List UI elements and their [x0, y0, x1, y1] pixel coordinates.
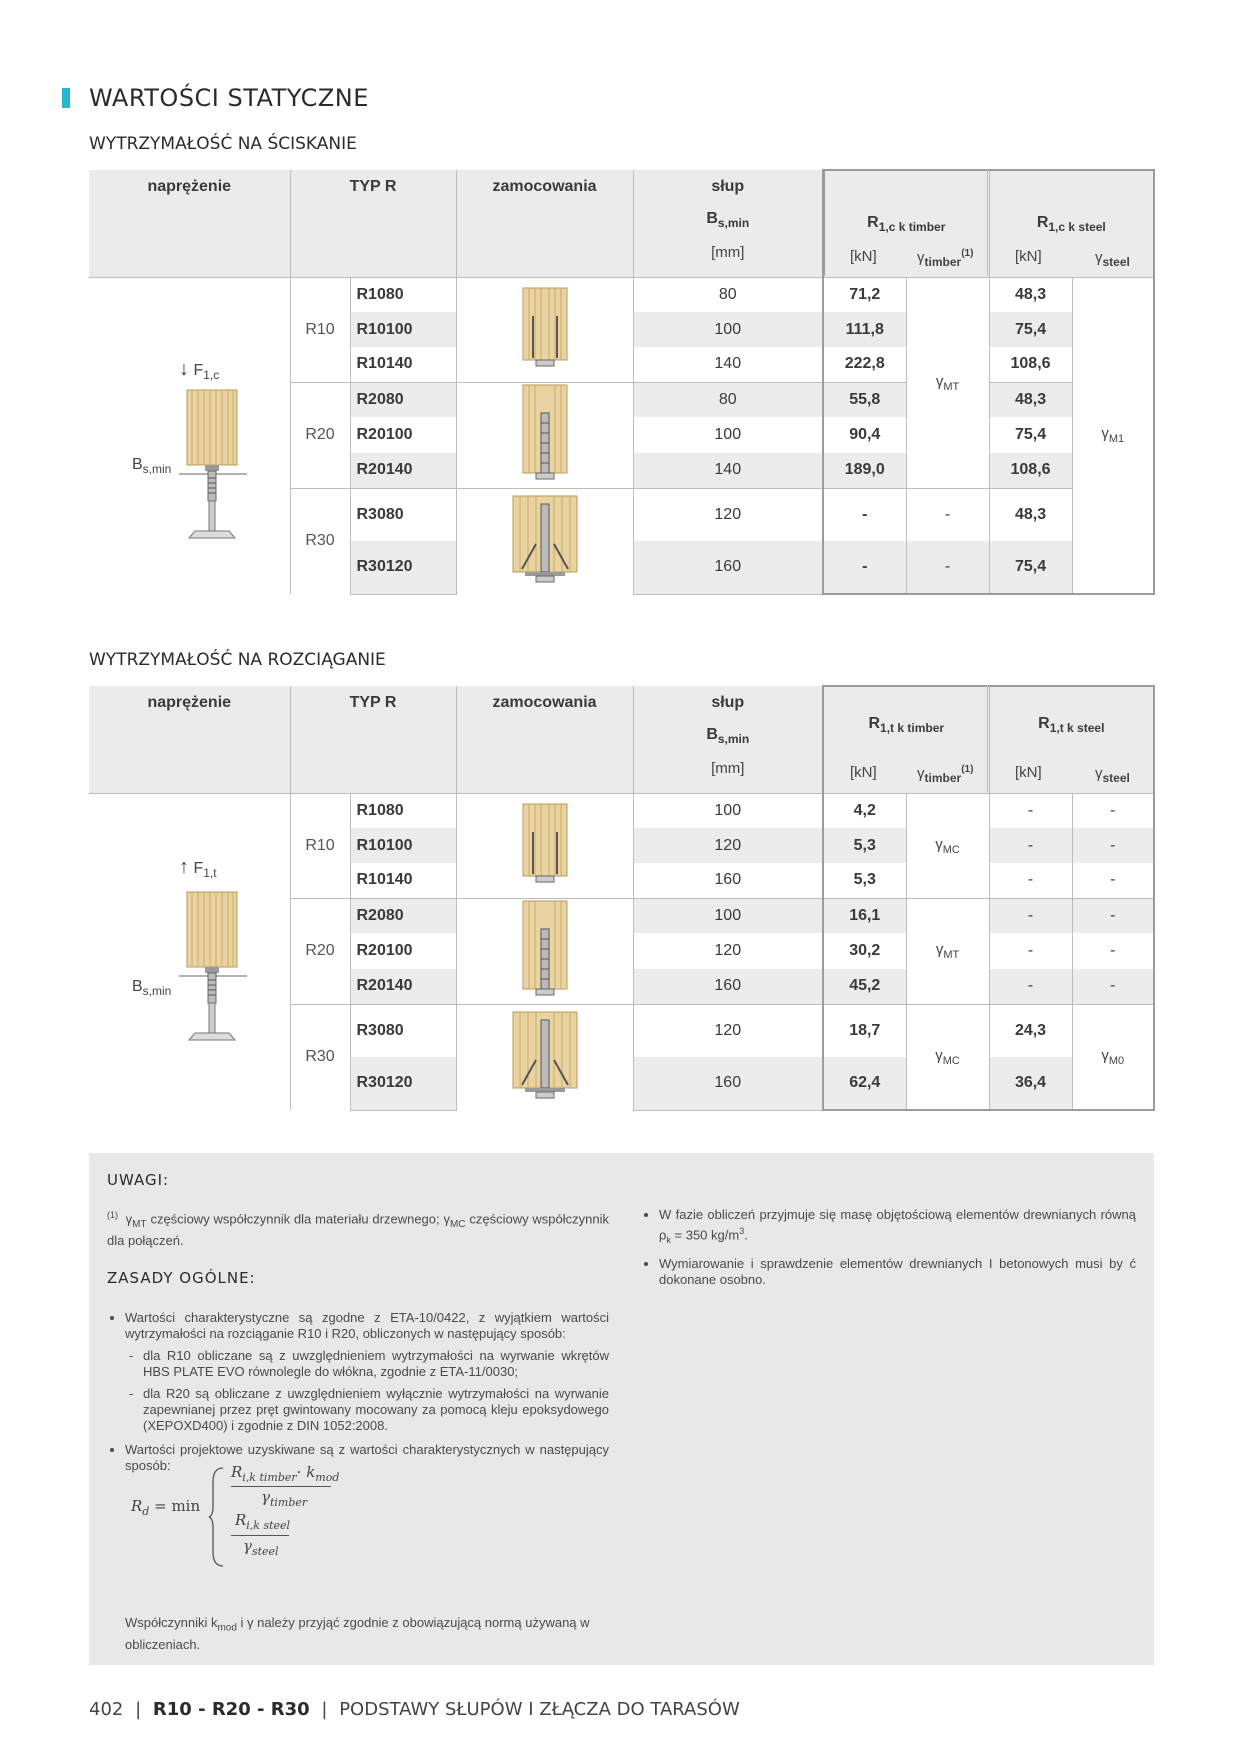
unit-kn: [kN] [850, 764, 877, 781]
list-item: • Wartości charakterystyczne są zgodne z ETA-10/0422, z wyjątkiem wartości wytrzymałości na rozciąganie R10 i R20, obliczonych w następujący sposób: - dla R10 obliczane są z uwzględnieniem wytrzymałości na wyrwanie wkrętów HBS PLATE EVO równolegle do włókna, zgodnie z ETA-11/0030; - dla R20 są obliczane z uwzględnieniem wyłącznie wytrzymałości na wyrwanie zapewnianej przez pręt gwintowany mocowany za pomocą kleju epoksydowego (XEPOXD400) i zgodnie z DIN 1052:2008. [125, 1310, 609, 1434]
gamma-steel-cell: - [1072, 828, 1154, 863]
notes-left-column [107, 1207, 609, 1249]
r-steel-cell: 24,3 [989, 1004, 1072, 1057]
r-steel-cell: 48,3 [989, 277, 1072, 312]
notes-title: UWAGI: [107, 1171, 170, 1189]
col-header-r-timber: $R_{1,t k timber}$ [823, 686, 989, 793]
fixing-r20-icon [520, 383, 570, 483]
r-steel-cell: - [989, 969, 1072, 1004]
unit-gamma-timber: $\gamma_{timber}^{(1)}$ [917, 248, 974, 269]
post-base-icon [159, 388, 279, 558]
gamma-mt-cell: $\gamma_{MT}$ [906, 898, 989, 1004]
group-label-r10: R10 [290, 277, 350, 382]
unit-kn-steel: [kN] [1015, 248, 1042, 265]
column-cell: 100 [633, 793, 823, 828]
column-cell: 120 [633, 828, 823, 863]
r-timber-cell: 4,2 [823, 793, 906, 828]
group-label-r10: R10 [290, 793, 350, 898]
r-timber-cell: 189,0 [823, 453, 906, 488]
column-cell: 80 [633, 382, 823, 417]
r-steel-cell: 48,3 [989, 382, 1072, 417]
note-1: $^{(1)}$ $\gamma_{MT}$ częściowy współczynnik dla materiału drzewnego; $\gamma_{MC}$ częściowy współczynnik dla połączeń. [107, 1210, 609, 1248]
r-timber-cell: 222,8 [823, 347, 906, 382]
gamma-steel-cell: - [1072, 898, 1154, 933]
fixing-r30-icon [510, 1010, 580, 1100]
column-cell: 120 [633, 1004, 823, 1057]
gamma-steel-cell: - [1072, 863, 1154, 898]
gamma-m0-cell: $\gamma_{M0}$ [1072, 1004, 1154, 1110]
col-header-stress: naprężenie [89, 686, 290, 793]
code-cell: R30120 [350, 541, 456, 594]
list-item: • W fazie obliczeń przyjmuje się masę objętościową elementów drewnianych równą $\rho_k = 350$ $kg/m^3$. [659, 1207, 1136, 1248]
r-steel-cell: 75,4 [989, 312, 1072, 347]
r-timber-cell: - [823, 541, 906, 594]
code-cell: R30120 [350, 1057, 456, 1110]
fixing-r30-icon [510, 494, 580, 584]
code-cell: R3080 [350, 1004, 456, 1057]
code-cell: R20100 [350, 417, 456, 452]
footer-separator: | [135, 1699, 142, 1720]
kmod-note: Współczynniki $k_{mod}$ i γ należy przyjąć zgodnie z obowiązującą normą używaną w obliczeniach. [125, 1615, 590, 1652]
notes-right-column [641, 1207, 1136, 1296]
code-cell: R2080 [350, 382, 456, 417]
column-cell: 100 [633, 312, 823, 347]
bsmin-label: $B_{s,min}$ [132, 455, 172, 476]
col-header-fixing: zamocowania [456, 170, 633, 277]
formula-timber-numerator: $R_{i,k timber}\cdot k_{mod}$ [231, 1463, 340, 1484]
r-timber-cell: 90,4 [823, 417, 906, 452]
r-timber-cell: 16,1 [823, 898, 906, 933]
fixing-r10-icon [520, 286, 570, 368]
bsmin-label: $B_{s,min}$ [132, 977, 172, 998]
fixing-image-r20 [456, 382, 633, 488]
tension-diagram [89, 793, 290, 1110]
post-base-icon [159, 890, 279, 1060]
formula-steel-denominator: $\gamma_{steel}$ [243, 1537, 279, 1558]
code-cell: R10100 [350, 828, 456, 863]
code-cell: R20100 [350, 933, 456, 968]
fixing-image-r30 [456, 488, 633, 594]
column-cell: 160 [633, 863, 823, 898]
compression-subtitle: WYTRZYMAŁOŚĆ NA ŚCISKANIE [89, 134, 357, 154]
brace-icon [207, 1466, 227, 1568]
r-timber-cell: 62,4 [823, 1057, 906, 1110]
gamma-m1-cell: $\gamma_{M1}$ [1072, 277, 1154, 594]
footer-separator: | [321, 1699, 328, 1720]
group-label-r20: R20 [290, 898, 350, 1004]
fixing-image-r20 [456, 898, 633, 1004]
gamma-steel-cell: - [1072, 933, 1154, 968]
list-item: • Wymiarowanie i sprawdzenie elementów drewnianych I betonowych musi by ć dokonane osobno. [659, 1256, 1136, 1288]
page-footer [89, 1699, 740, 1720]
r-steel-cell: - [989, 793, 1072, 828]
col-header-stress: naprężenie [89, 170, 290, 277]
r-timber-cell: 45,2 [823, 969, 906, 1004]
r-steel-cell: 36,4 [989, 1057, 1072, 1110]
col-header-mm: [mm] [711, 244, 745, 262]
col-header-r-steel: $R_{1,t k steel}$ [989, 686, 1154, 793]
page-title: WARTOŚCI STATYCZNE [89, 84, 369, 112]
column-cell: 100 [633, 898, 823, 933]
code-cell: R10140 [350, 863, 456, 898]
table-row [89, 277, 1154, 312]
notes-box [89, 1153, 1154, 1665]
list-item: - dla R10 obliczane są z uwzględnieniem wytrzymałości na wyrwanie wkrętów HBS PLATE EVO równolegle do włókna, zgodnie z ETA-11/0030; [143, 1348, 609, 1380]
gamma-steel-cell: - [1072, 793, 1154, 828]
fixing-r10-icon [520, 802, 570, 884]
unit-kn-steel: [kN] [1015, 764, 1042, 781]
column-cell: 160 [633, 541, 823, 594]
r-timber-cell: 30,2 [823, 933, 906, 968]
footer-product: R10 - R20 - R30 [152, 1699, 310, 1720]
code-cell: R1080 [350, 277, 456, 312]
column-cell: 160 [633, 969, 823, 1004]
column-cell: 100 [633, 417, 823, 452]
gamma-mc-cell: $\gamma_{MC}$ [906, 1004, 989, 1110]
formula-timber-denominator: $\gamma_{timber}$ [261, 1488, 308, 1509]
col-header-type: TYP R [290, 686, 456, 793]
col-header-fixing: zamocowania [456, 686, 633, 793]
gamma-mc-cell: $\gamma_{MC}$ [906, 793, 989, 898]
code-cell: R1080 [350, 793, 456, 828]
footer-section: PODSTAWY SŁUPÓW I ZŁĄCZA DO TARASÓW [339, 1699, 740, 1720]
tension-subtitle: WYTRZYMAŁOŚĆ NA ROZCIĄGANIE [89, 650, 386, 670]
unit-gamma-timber: $\gamma_{timber}^{(1)}$ [917, 764, 974, 785]
compression-table [89, 169, 1155, 595]
group-label-r20: R20 [290, 382, 350, 488]
unit-gamma-steel: $\gamma_{steel}$ [1095, 765, 1130, 785]
list-item: • Wartości projektowe uzyskiwane są z wartości charakterystycznych w następujący sposób: [125, 1442, 609, 1474]
column-cell: 120 [633, 933, 823, 968]
gamma-steel-cell: - [1072, 969, 1154, 1004]
r-timber-cell: 55,8 [823, 382, 906, 417]
col-header-bsmin: $B_{s,min}$ [706, 726, 750, 747]
col-header-column [633, 170, 823, 277]
r-steel-cell: 75,4 [989, 417, 1072, 452]
column-cell: 140 [633, 453, 823, 488]
unit-kn: [kN] [850, 248, 877, 265]
rules-list [107, 1310, 609, 1482]
r-steel-cell: - [989, 933, 1072, 968]
col-header-mm: [mm] [711, 760, 745, 778]
fraction-line [231, 1486, 331, 1487]
col-header-column-label: słup [711, 178, 745, 195]
force-label: ↓ $F_{1,c}$ [179, 357, 220, 382]
r-timber-cell: 5,3 [823, 863, 906, 898]
column-cell: 140 [633, 347, 823, 382]
r-steel-cell: - [989, 898, 1072, 933]
column-cell: 160 [633, 1057, 823, 1110]
page-number: 402 [89, 1699, 124, 1720]
fraction-line [231, 1535, 289, 1536]
code-cell: R10100 [350, 312, 456, 347]
fixing-image-r10 [456, 277, 633, 382]
r-timber-cell: 111,8 [823, 312, 906, 347]
col-header-bsmin: $B_{s,min}$ [706, 210, 750, 231]
code-cell: R3080 [350, 488, 456, 541]
gamma-timber-cell: - [906, 541, 989, 594]
compression-diagram [89, 277, 290, 594]
table-row [89, 793, 1154, 828]
r-timber-cell: 71,2 [823, 277, 906, 312]
group-label-r30: R30 [290, 488, 350, 594]
r-steel-cell: - [989, 863, 1072, 898]
col-header-r-steel: $R_{1,c k steel}$ [989, 170, 1154, 277]
fixing-image-r30 [456, 1004, 633, 1110]
list-item: - dla R20 są obliczane z uwzględnieniem wyłącznie wytrzymałości na wyrwanie zapewnianej przez pręt gwintowany mocowany za pomocą kleju epoksydowego (XEPOXD400) i zgodnie z DIN 1052:2008. [143, 1386, 609, 1434]
section-marker [62, 88, 70, 108]
rules-title: ZASADY OGÓLNE: [107, 1269, 256, 1287]
fixing-image-r10 [456, 793, 633, 898]
formula-steel-numerator: $R_{i,k steel}$ [235, 1511, 291, 1532]
formula-rd: $R_d = \min$ [131, 1497, 201, 1518]
gamma-mt-cell: $\gamma_{MT}$ [906, 277, 989, 488]
force-label: ↑ $F_{1,t}$ [179, 855, 217, 880]
compression-units-row [823, 245, 1153, 275]
r-steel-cell: 48,3 [989, 488, 1072, 541]
code-cell: R2080 [350, 898, 456, 933]
col-header-column [633, 686, 823, 793]
r-timber-cell: 18,7 [823, 1004, 906, 1057]
fixing-r20-icon [520, 899, 570, 999]
r-steel-cell: 108,6 [989, 453, 1072, 488]
unit-gamma-steel: $\gamma_{steel}$ [1095, 249, 1130, 269]
column-cell: 80 [633, 277, 823, 312]
col-header-column-label: słup [711, 694, 745, 711]
r-steel-cell: - [989, 828, 1072, 863]
tension-table [89, 685, 1155, 1111]
r-steel-cell: 108,6 [989, 347, 1072, 382]
col-header-type: TYP R [290, 170, 456, 277]
r-steel-cell: 75,4 [989, 541, 1072, 594]
code-cell: R10140 [350, 347, 456, 382]
tension-units-row [823, 761, 1153, 791]
code-cell: R20140 [350, 453, 456, 488]
column-cell: 120 [633, 488, 823, 541]
r-timber-cell: 5,3 [823, 828, 906, 863]
col-header-r-timber: $R_{1,c k timber}$ [823, 170, 989, 277]
gamma-timber-cell: - [906, 488, 989, 541]
code-cell: R20140 [350, 969, 456, 1004]
group-label-r30: R30 [290, 1004, 350, 1110]
r-timber-cell: - [823, 488, 906, 541]
